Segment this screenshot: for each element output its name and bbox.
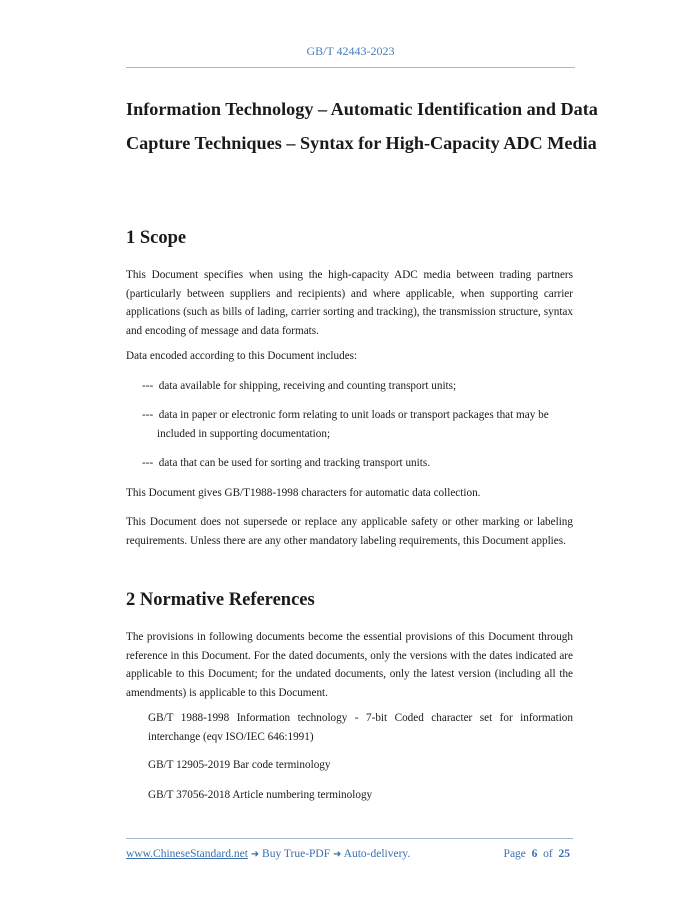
list-item (142, 377, 573, 396)
standard-code: GB/T 42443-2023 (306, 44, 395, 58)
page-header (126, 44, 575, 59)
section-heading-scope: 1 Scope (126, 228, 187, 248)
page-number (504, 848, 570, 860)
document-title (126, 92, 598, 160)
list-item-text: data in paper or electronic form relating to unit loads or transport packages that may be (158, 409, 549, 421)
section-heading-normative-references: 2 Normative References (126, 590, 315, 610)
reference-item: GB/T 37056-2018 Article numbering terminology (148, 789, 373, 801)
page-current: 6 (531, 848, 538, 860)
page-label: Page (503, 848, 526, 860)
bullet-marker: --- (142, 380, 154, 392)
arrow-right-icon: ➜ (333, 849, 342, 860)
buy-pdf-link[interactable]: Buy True-PDF (262, 848, 331, 860)
list-item-text-continued: included in supporting documentation; (157, 427, 331, 440)
title-line-1: Information Technology – Automatic Identification and Data (126, 99, 598, 119)
header-divider (126, 67, 575, 68)
page-footer (126, 848, 573, 864)
scope-paragraph-2: Data encoded according to this Document includes: (126, 350, 358, 362)
list-item-text: data available for shipping, receiving and counting transport units; (158, 380, 457, 392)
scope-paragraph-3: This Document gives GB/T1988-1998 characters for automatic data collection. (126, 487, 481, 499)
scope-paragraph-1: This Document specifies when using the high-capacity ADC media between trading partners (particularly between suppliers and recipients) and where applicable, when supporting carrier applications (such as bills of lading, carrier sorting and tracking), the transmission structure, syntax and encoding of message and data formats. (126, 269, 573, 337)
list-item (142, 406, 573, 443)
scope-paragraph-4: This Document does not supersede or replace any applicable safety or other marking or labeling requirements. Unless there are any other mandatory labeling requirements, this Document applies. (126, 516, 573, 547)
footer-divider (126, 838, 573, 839)
bullet-marker: --- (142, 409, 154, 421)
reference-item: GB/T 1988-1998 Information technology - 7-bit Coded character set for information interchange (eqv ISO/IEC 646:1991) (148, 712, 573, 743)
site-link[interactable]: www.ChineseStandard.net (126, 848, 248, 860)
references-paragraph: The provisions in following documents become the essential provisions of this Document through reference in this Document. For the dated documents, only the versions with the dates indicated are applicable to this Document; for the undated documents, only the latest version (including all the amendments) is applicable to this Document. (126, 631, 573, 699)
list-item-text: data that can be used for sorting and tracking transport units. (158, 457, 431, 469)
bullet-marker: --- (142, 457, 154, 469)
delivery-text: Auto-delivery. (343, 848, 411, 860)
reference-item: GB/T 12905-2019 Bar code terminology (148, 759, 331, 771)
title-line-2: Capture Techniques – Syntax for High-Capacity ADC Media (126, 133, 597, 153)
arrow-right-icon: ➜ (250, 849, 260, 860)
page-of: of (543, 848, 553, 860)
list-item (142, 454, 573, 473)
page-total: 25 (558, 848, 570, 860)
